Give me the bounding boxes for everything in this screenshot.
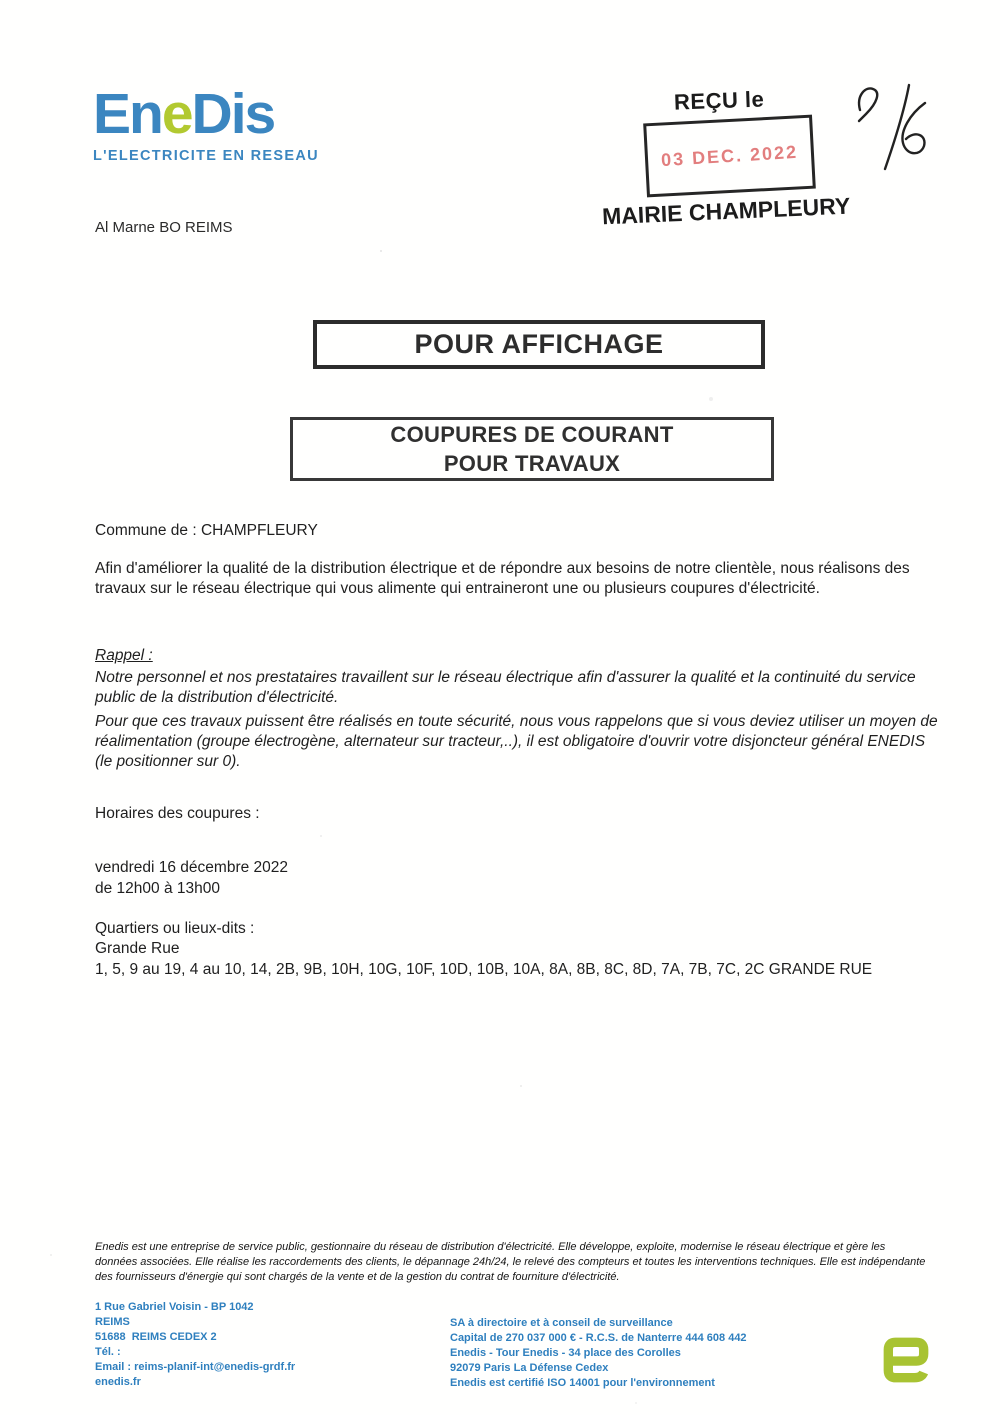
rappel-paragraph-2: Pour que ces travaux puissent être réalisés en toute sécurité, nous vous rappelons que si vous deviez utiliser un moyen de réalimentation (groupe électrogène, alternateur sur tracteur,..), il est obligatoire d'ouvrir votre disjoncteur général ENEDIS (le positionner sur 0). [95,713,938,770]
enedis-e-icon [880,1334,932,1386]
rappel-paragraph-1: Notre personnel et nos prestataires travaillent sur le réseau électrique afin d'assurer la qualité et la continuité du service public de la distribution d'électricité. [95,669,916,706]
legal-capital-line: Capital de 270 037 000 € - R.C.S. de Nanterre 444 608 442 [450,1332,747,1344]
contact-block-left [95,1300,295,1390]
contact-city-line: REIMS [95,1316,130,1328]
enedis-logo [93,82,319,164]
handwritten-page-number [852,80,942,179]
legal-iso-line: Enedis est certifié ISO 14001 pour l'environnement [450,1377,715,1389]
legal-block-right [450,1316,747,1391]
pour-affichage-box [313,320,765,369]
horaires-label: Horaires des coupures : [95,805,260,822]
legal-structure-line: SA à directoire et à conseil de surveillance [450,1317,673,1329]
wordmark-part1: En [93,82,162,146]
outage-date: vendredi 16 décembre 2022 [95,859,289,876]
recu-label: REÇU le [673,86,765,115]
contact-postcode-line: 51688 REIMS CEDEX 2 [95,1331,217,1343]
scan-noise [380,250,382,252]
enedis-emark [880,1334,932,1386]
commune-line: Commune de : CHAMPFLEURY [95,522,318,539]
stamp-date-box [643,115,816,198]
handwriting-icon [852,80,942,174]
wordmark-part3: Dis [191,82,275,146]
address-list: 1, 5, 9 au 19, 4 au 10, 14, 2B, 9B, 10H, 10G, 10F, 10D, 10B, 10A, 8A, 8B, 8C, 8D, 7A, 7B, 7C, 2C GRANDE RUE [95,961,873,978]
legal-city-line: 92079 Paris La Défense Cedex [450,1362,609,1374]
stamp-office: MAIRIE CHAMPLEURY [601,192,851,230]
contact-address-line: 1 Rue Gabriel Voisin - BP 1042 [95,1301,254,1313]
coupures-title-line1: COUPURES DE COURANT [390,422,674,447]
contact-phone-line: Tél. : [95,1346,121,1358]
stamp-date: 03 DEC. 2022 [660,141,799,170]
street-name: Grande Rue [95,940,180,957]
wordmark-part2: e [161,82,192,146]
coupures-title-line2: POUR TRAVAUX [443,451,621,476]
sender-line: Al Marne BO REIMS [95,219,233,236]
about-enedis-text: Enedis est une entreprise de service public, gestionnaire du réseau de distribution d'électricité. Elle développe, exploite, modernise le réseau électrique et gère les données associées. Elle réalise les raccordements des clients, le dépannage 24h/24, le relevé des compteurs et toutes les interventions techniques. Elle est indépendante des fournisseurs d'énergie qui sont chargés de la vente et de la gestion du contrat de fourniture d'électricité. [95,1241,926,1283]
legal-address-line: Enedis - Tour Enedis - 34 place des Corolles [450,1347,681,1359]
enedis-wordmark [93,82,319,146]
contact-email-line: Email : reims-planif-int@enedis-grdf.fr [95,1361,296,1373]
rappel-heading: Rappel : [95,647,153,664]
brand-tagline: L'ELECTRICITE EN RESEAU [93,148,319,164]
pour-affichage-title: POUR AFFICHAGE [414,329,664,359]
quartiers-label: Quartiers ou lieux-dits : [95,920,255,937]
coupures-box [290,417,774,481]
contact-website-line: enedis.fr [95,1376,141,1388]
outage-time: de 12h00 à 13h00 [95,880,220,897]
intro-paragraph: Afin d'améliorer la qualité de la distribution électrique et de répondre aux besoins de notre clientèle, nous réalisons des travaux sur le réseau électrique qui vous alimente qui entraineront une ou plusieurs coupures d'électricité. [95,560,910,597]
